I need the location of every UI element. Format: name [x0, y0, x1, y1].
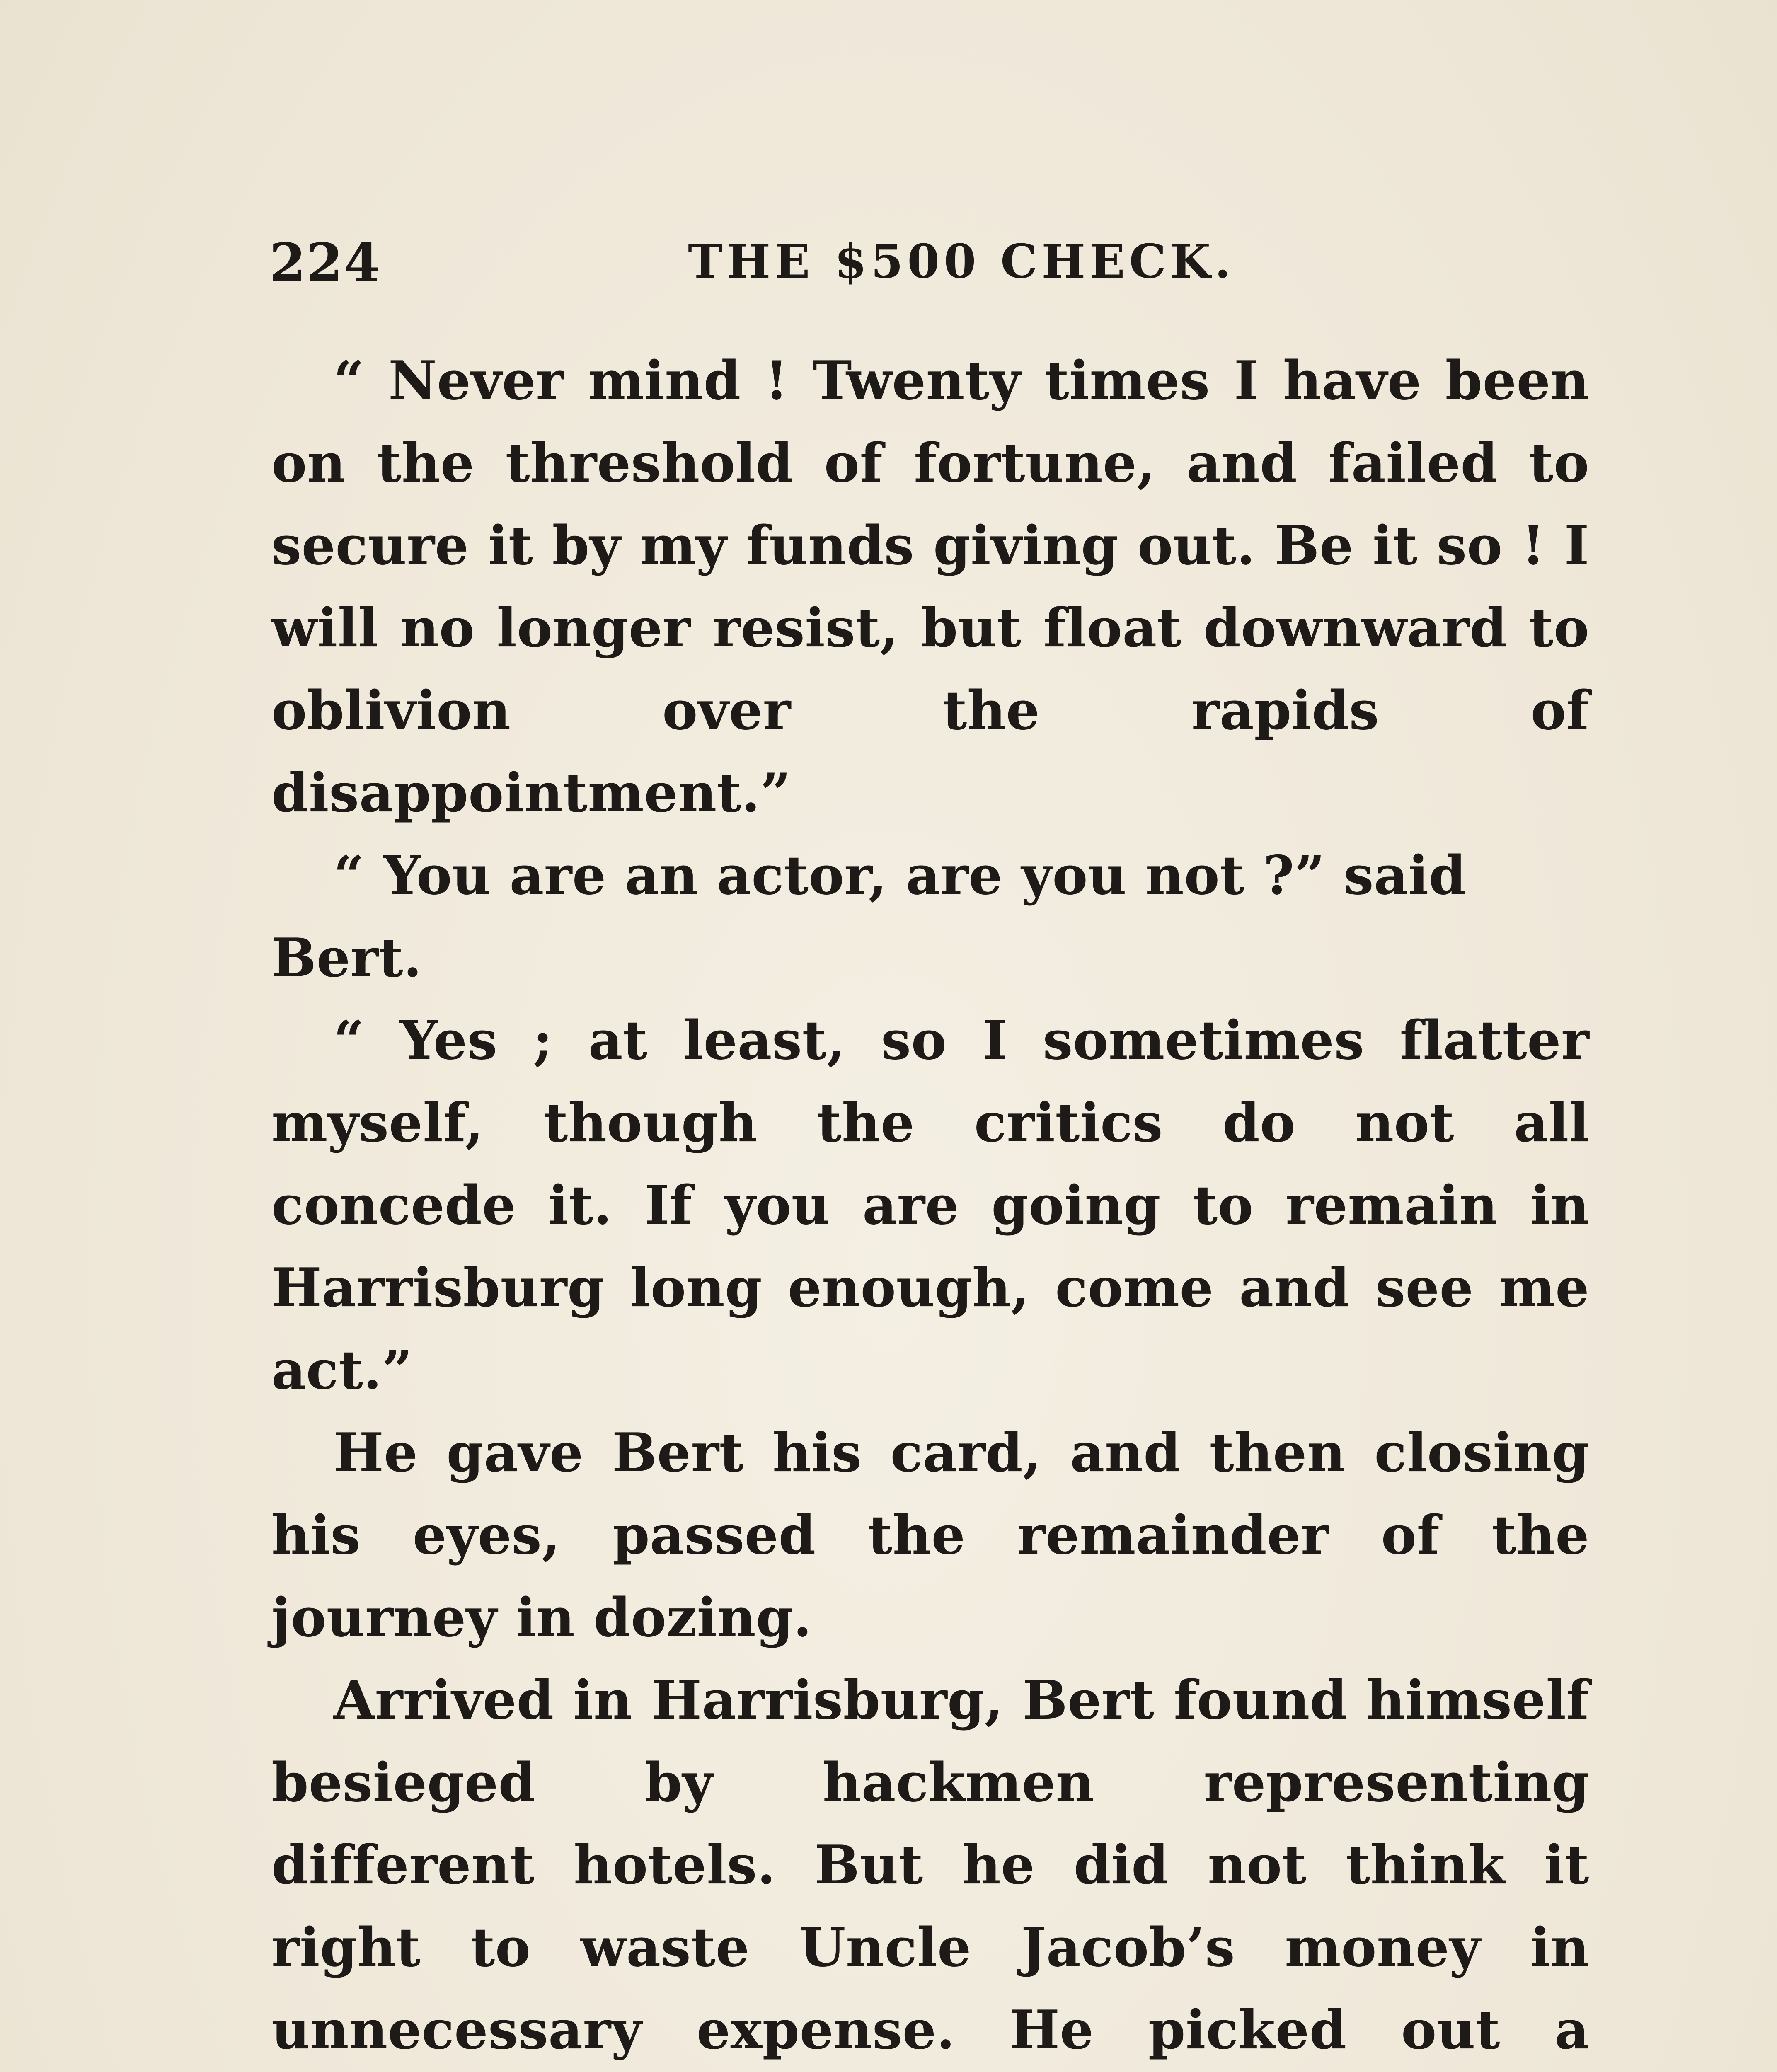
paragraph: “ Never mind ! Twenty times I have been on the threshold of fortune, and failed to secure it by my funds giving out. Be it so ! I will no longer resist, but float downward to oblivion over the rapids of disappointment.” — [271, 350, 1589, 824]
paragraph: He gave Bert his card, and then closing his eyes, passed the remainder of the journey in dozing. — [271, 1422, 1589, 1649]
page-number: 224 — [269, 232, 381, 293]
page-header — [269, 232, 1587, 298]
paragraph: “ Yes ; at least, so I sometimes flatter myself, though the critics do not all concede it. If you are going to remain in Harrisburg long enough, come and see me act.” — [271, 1009, 1589, 1402]
paragraph: “ You are an actor, are you not ?” said Bert. — [271, 845, 1466, 989]
running-head: THE $500 CHECK. — [688, 235, 1235, 289]
paragraph: Arrived in Harrisburg, Bert found himself besieged by hackmen representing different hotels. But he did not think it right to waste Uncle Jacob’s money in unnecessary expense. He picked out a — [271, 1669, 1589, 2061]
body-text — [271, 340, 1589, 2072]
